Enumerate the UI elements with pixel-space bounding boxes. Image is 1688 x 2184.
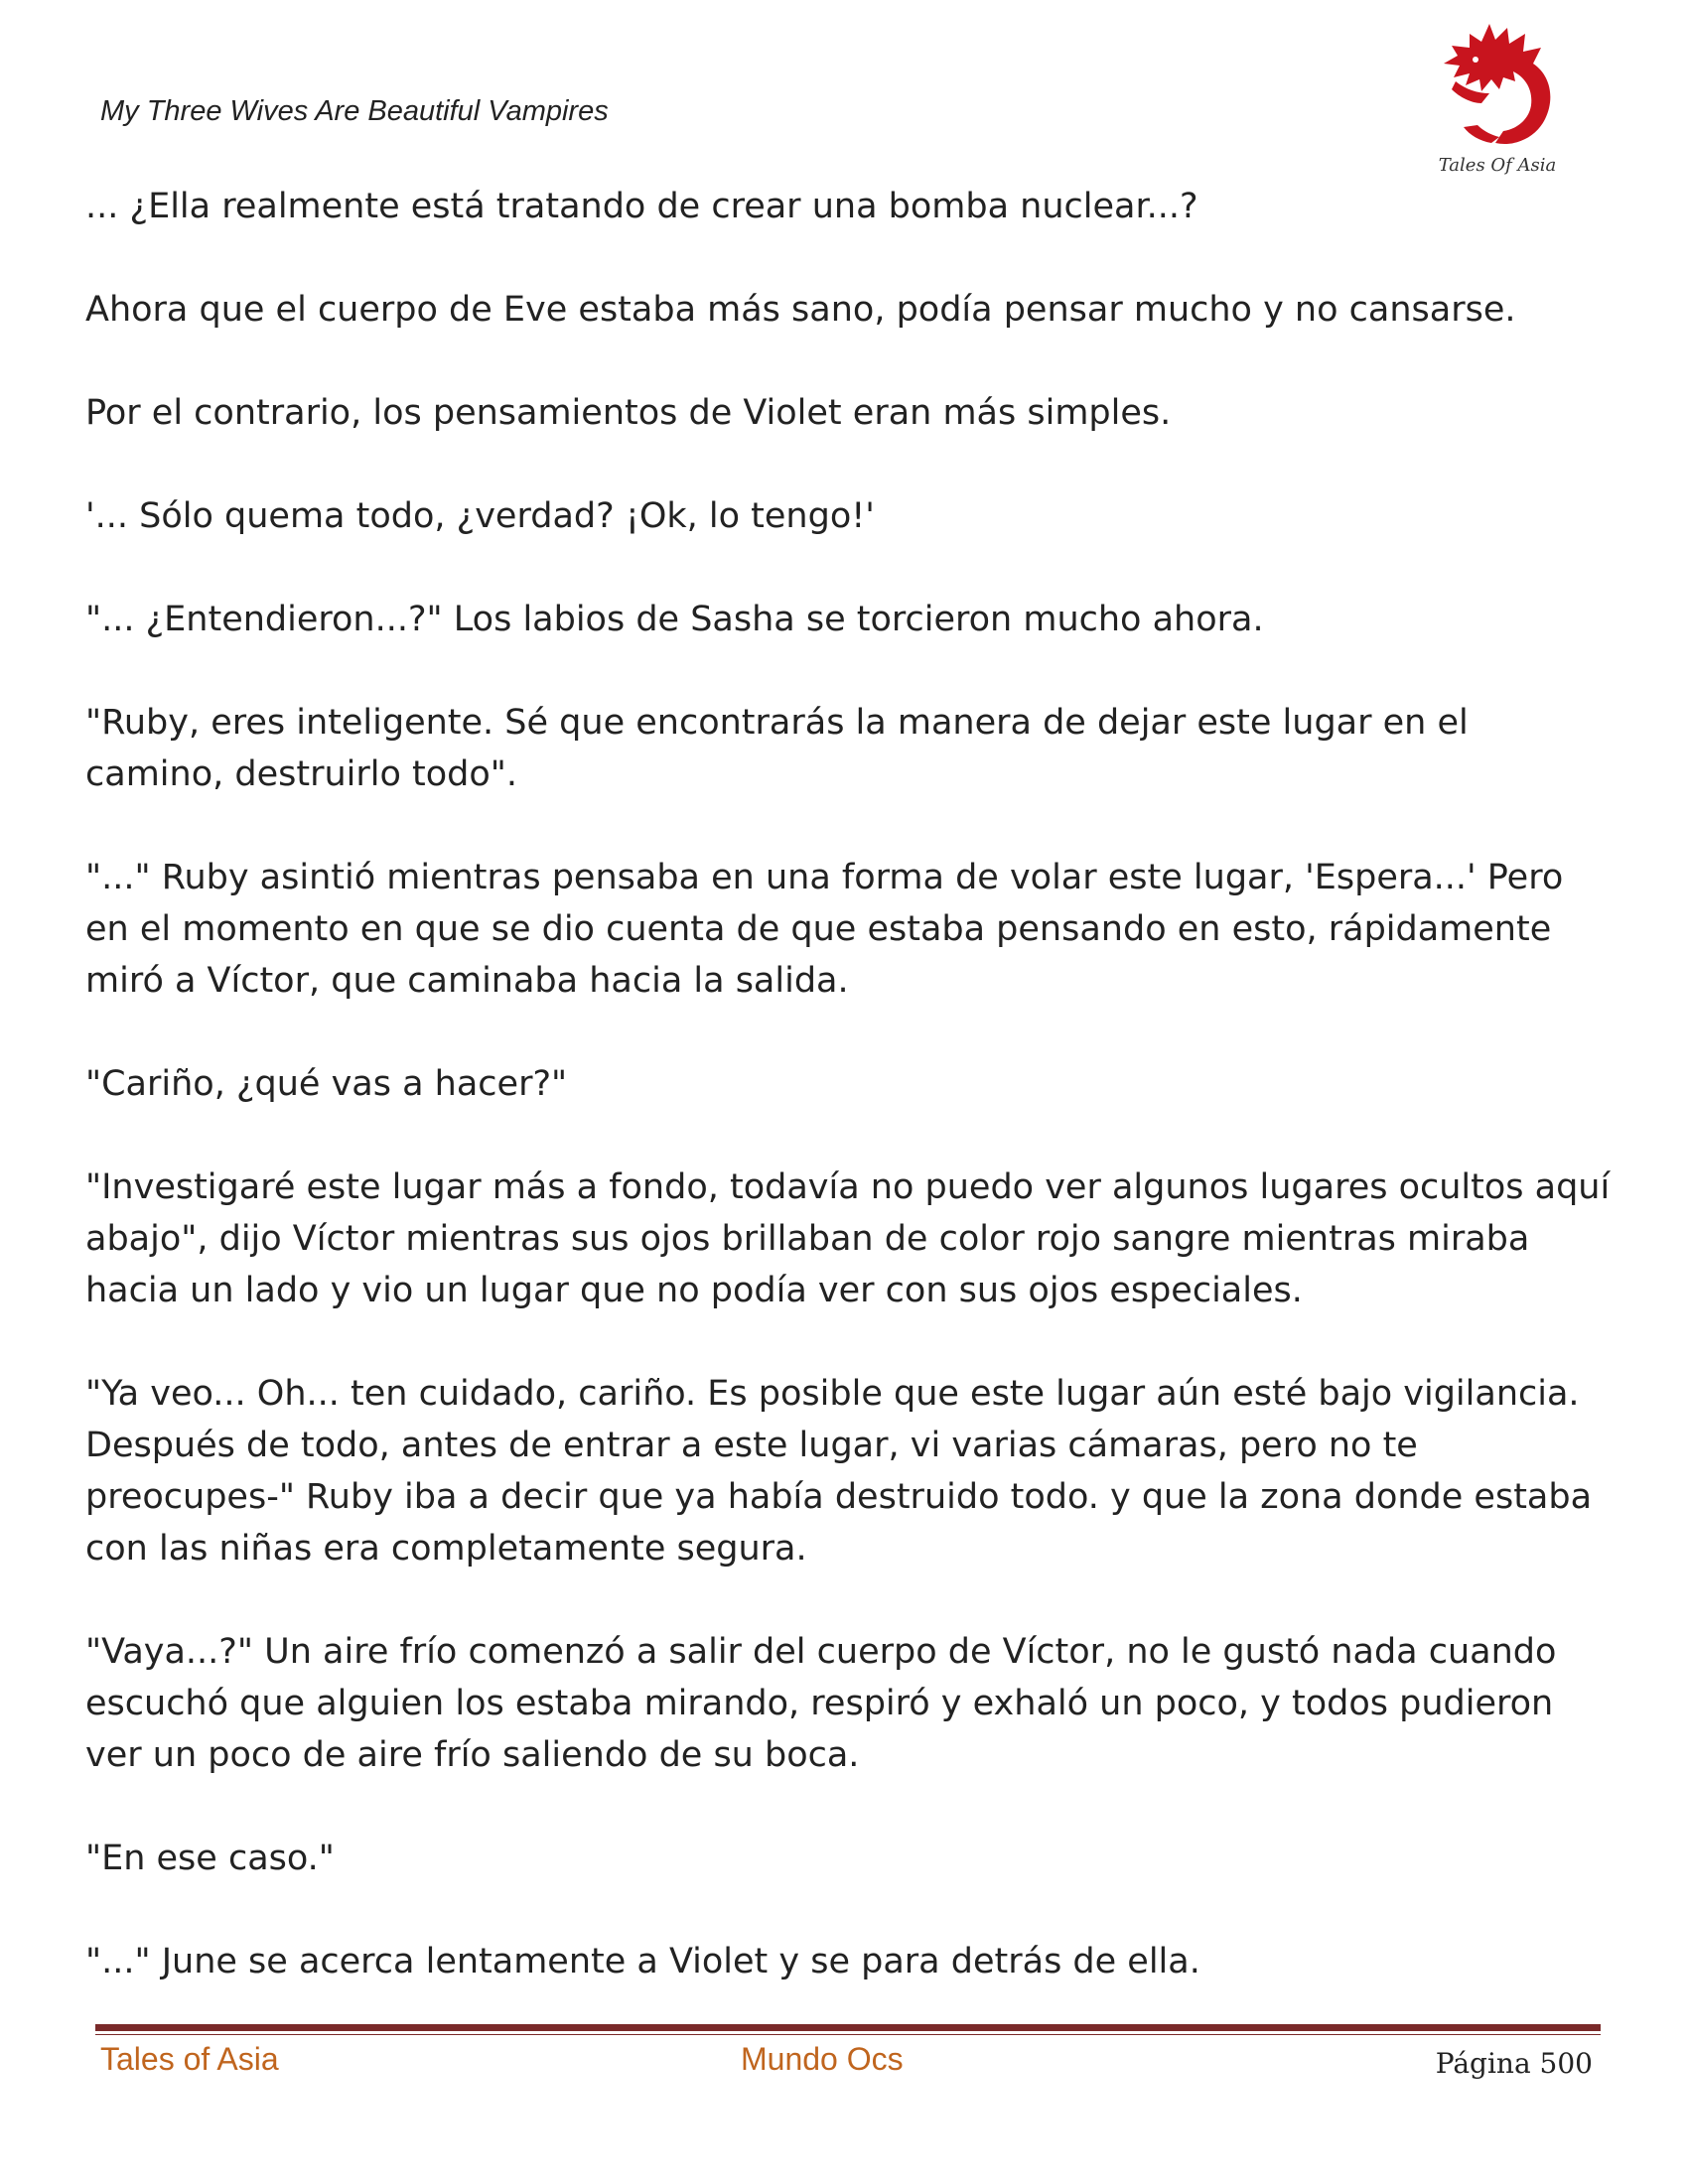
paragraph: "..." June se acerca lentamente a Violet y se para detrás de ella. xyxy=(85,1942,1200,1981)
paragraph: "En ese caso." xyxy=(85,1839,335,1878)
paragraph: "Ruby, eres inteligente. Sé que encontrarás la manera de dejar este lugar en el camino, destruirlo todo". xyxy=(85,703,1469,794)
logo-text: Tales Of Asia xyxy=(1438,155,1557,176)
paragraph: "Vaya...?" Un aire frío comenzó a salir del cuerpo de Víctor, no le gustó nada cuando escuchó que alguien los estaba mirando, respiró y exhaló un poco, y todos pudieron ver un poco de aire frío saliendo de su boca. xyxy=(85,1632,1557,1775)
paragraph: '... Sólo quema todo, ¿verdad? ¡Ok, lo tengo!' xyxy=(85,496,875,536)
paragraph: "Investigaré este lugar más a fondo, todavía no puedo ver algunos lugares ocultos aquí abajo", dijo Víctor mientras sus ojos brillaban de color rojo sangre mientras miraba hacia un lado y vio un lugar que no podía ver con sus ojos especiales. xyxy=(85,1167,1611,1310)
paragraph: Ahora que el cuerpo de Eve estaba más sano, podía pensar mucho y no cansarse. xyxy=(85,290,1516,330)
page-body xyxy=(85,181,1615,2039)
paragraph: Por el contrario, los pensamientos de Violet eran más simples. xyxy=(85,393,1172,433)
header-book-title: My Three Wives Are Beautiful Vampires xyxy=(100,95,609,127)
paragraph: "... ¿Entendieron...?" Los labios de Sasha se torcieron mucho ahora. xyxy=(85,600,1264,639)
page-number: Página 500 xyxy=(1435,2047,1593,2080)
paragraph: "Ya veo... Oh... ten cuidado, cariño. Es posible que este lugar aún esté bajo vigilancia. Después de todo, antes de entrar a este lugar, vi varias cámaras, pero no te preocupes-" Ruby iba a decir que ya había destruido todo. y que la zona donde estaba con las niñas era completamente segura. xyxy=(85,1374,1593,1569)
footer-site-name: Tales of Asia xyxy=(100,2041,279,2077)
paragraph: "..." Ruby asintió mientras pensaba en una forma de volar este lugar, 'Espera...' Pero en el momento en que se dio cuenta de que estaba pensando en esto, rápidamente miró a Víctor, que caminaba hacia la salida. xyxy=(85,858,1564,1001)
footer-divider xyxy=(95,2024,1601,2036)
site-logo xyxy=(1430,20,1565,185)
footer-section-name: Mundo Ocs xyxy=(741,2041,904,2077)
paragraph: ... ¿Ella realmente está tratando de crear una bomba nuclear...? xyxy=(85,187,1198,226)
red-dragon-icon xyxy=(1430,20,1565,159)
paragraph: "Cariño, ¿qué vas a hacer?" xyxy=(85,1064,568,1104)
